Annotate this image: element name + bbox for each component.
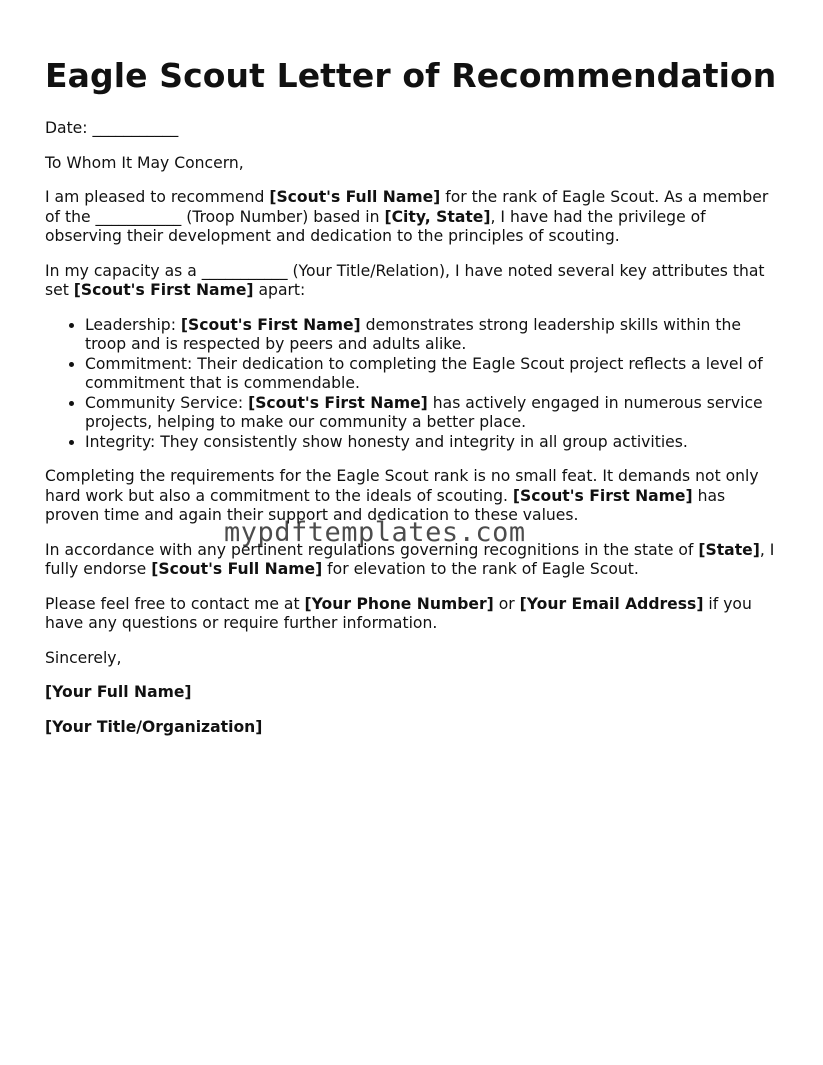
page-title: Eagle Scout Letter of Recommendation — [45, 56, 777, 95]
closing: Sincerely, — [45, 648, 122, 667]
attribute-integrity-pre: Integrity: They consistently show honesty and integrity in all group activities. — [85, 432, 688, 451]
list-item — [85, 316, 780, 355]
intro-text-2: for the rank of Eagle Scout. As a member of the ___________ (Troop Number) based in — [45, 188, 769, 226]
contact-text-3: if you have any questions or require further information. — [45, 594, 752, 632]
contact-paragraph — [45, 595, 780, 634]
scout-full-name-placeholder: [Scout's Full Name] — [269, 188, 441, 206]
intro-text-1: I am pleased to recommend — [45, 188, 270, 206]
scout-first-name-placeholder: [Scout's First Name] — [73, 281, 254, 299]
attribute-leadership-bold: [Scout's First Name] — [180, 315, 361, 334]
list-item — [85, 394, 780, 433]
city-state-placeholder: [City, State] — [384, 207, 491, 226]
endorsement-text-2: , I fully endorse — [45, 540, 775, 578]
contact-text-2: or — [493, 594, 520, 613]
salutation: To Whom It May Concern, — [45, 153, 244, 172]
scout-first-name-placeholder: [Scout's First Name] — [512, 486, 693, 505]
requirements-text-2: has proven time and again their support and dedication to these values. — [45, 486, 726, 524]
endorsement-text-3: for elevation to the rank of Eagle Scout. — [322, 560, 639, 578]
attribute-community-post: has actively engaged in numerous service projects, helping to make our community a better place. — [85, 393, 763, 431]
signature-title-text: [Your Title/Organization] — [45, 717, 263, 736]
phone-number-placeholder: [Your Phone Number] — [304, 594, 494, 613]
capacity-text-1: In my capacity as a ___________ (Your Title/Relation), I have noted several key attributes that set — [45, 261, 765, 299]
endorsement-text-1: In accordance with any pertinent regulations governing recognitions in the state of — [45, 540, 699, 559]
capacity-paragraph — [45, 262, 780, 301]
list-item — [85, 433, 780, 453]
watermark: mypdftemplates.com — [224, 517, 526, 548]
attribute-leadership-pre: Leadership: — [85, 315, 181, 334]
signature-name-text: [Your Full Name] — [45, 683, 192, 701]
scout-full-name-placeholder: [Scout's Full Name] — [151, 560, 323, 578]
list-item — [85, 355, 780, 394]
signature-title — [45, 718, 780, 738]
intro-paragraph — [45, 188, 780, 247]
requirements-text-1: Completing the requirements for the Eagle Scout rank is no small feat. It demands not only hard work but also a commitment to the ideals of scouting. — [45, 467, 759, 505]
attribute-commitment-pre: Commitment: Their dedication to completing the Eagle Scout project reflects a level of commitment that is commendable. — [85, 354, 763, 392]
intro-text-3: , I have had the privilege of observing their development and dedication to the principles of scouting. — [45, 207, 706, 245]
capacity-text-2: apart: — [253, 281, 306, 299]
attribute-community-bold: [Scout's First Name] — [248, 393, 428, 412]
contact-text-1: Please feel free to contact me at — [45, 594, 305, 613]
state-placeholder: [State] — [698, 540, 760, 559]
email-address-placeholder: [Your Email Address] — [519, 594, 704, 613]
signature-name — [45, 683, 780, 703]
letter-page — [45, 55, 780, 752]
attribute-leadership-post: demonstrates strong leadership skills within the troop and is respected by peers and adults alike. — [85, 315, 741, 353]
date-line: Date: ___________ — [45, 119, 179, 137]
attributes-list — [45, 316, 780, 453]
attribute-community-pre: Community Service: — [85, 393, 249, 412]
